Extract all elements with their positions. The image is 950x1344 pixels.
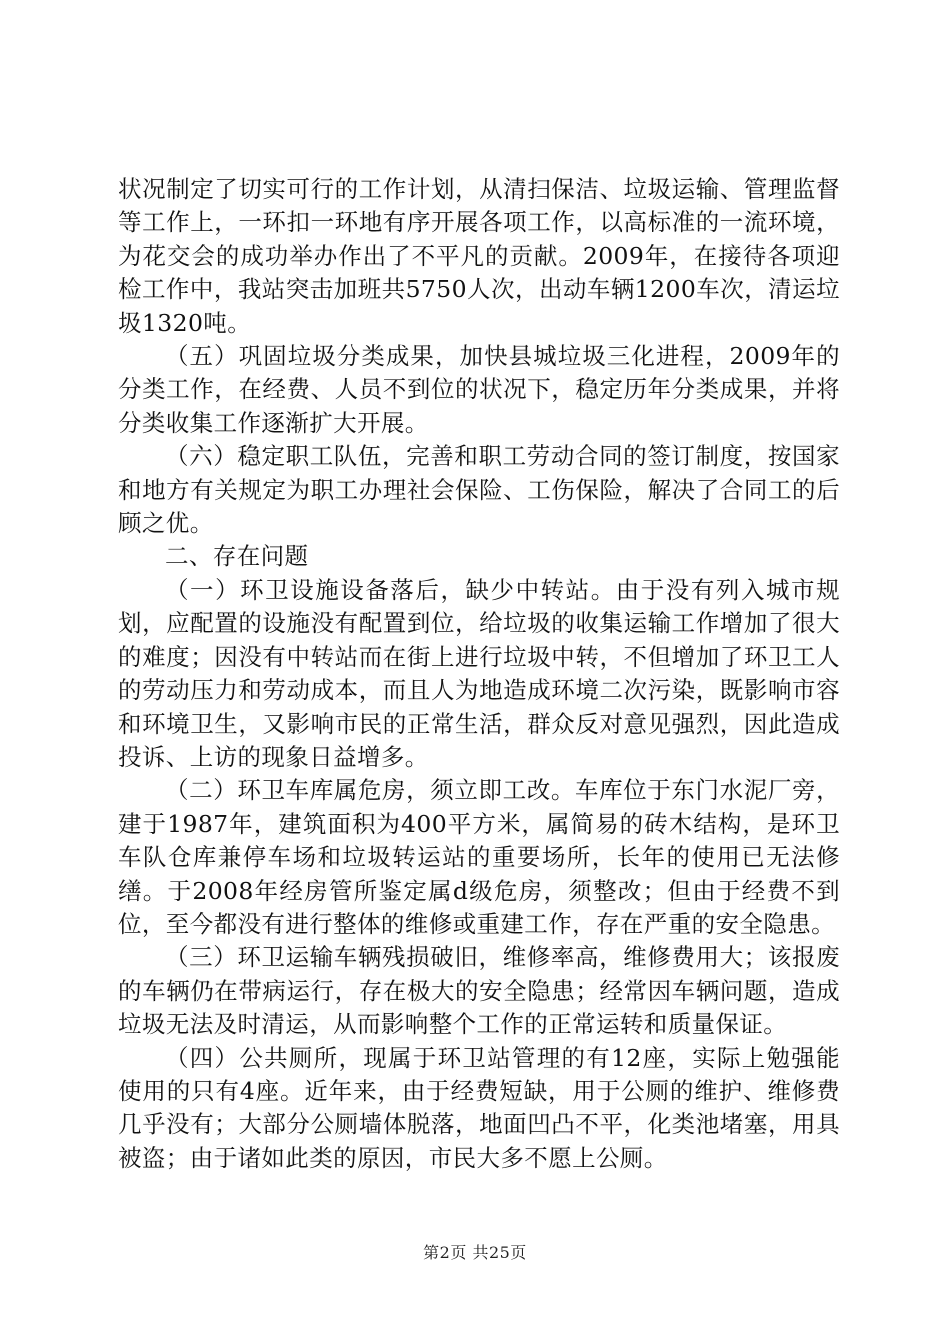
paragraph-problem-3: （三）环卫运输车辆残损破旧，维修率高，维修费用大；该报废的车辆仍在带病运行，存在极大的安全隐患；经常因车辆问题，造成垃圾无法及时清运，从而影响整个工作的正常运转和质量保证。	[118, 943, 840, 1039]
document-body	[118, 173, 840, 1175]
paragraph-item-5: （五）巩固垃圾分类成果，加快县城垃圾三化进程，2009年的分类工作，在经费、人员不到位的状况下，稳定历年分类成果，并将分类收集工作逐渐扩大开展。	[118, 342, 840, 437]
paragraph-continued: 状况制定了切实可行的工作计划，从清扫保洁、垃圾运输、管理监督等工作上，一环扣一环地有序开展各项工作，以高标准的一流环境，为花交会的成功举办作出了不平凡的贡献。2009年，在接待各项迎检工作中，我站突击加班共5750人次，出动车辆1200车次，清运垃圾1320吨。	[118, 175, 840, 337]
section-heading-problems: 二、存在问题	[165, 542, 309, 571]
paragraph-problem-4: （四）公共厕所，现属于环卫站管理的有12座，实际上勉强能使用的只有4座。近年来，由于经费短缺，用于公厕的维护、维修费几乎没有；大部分公厕墙体脱落，地面凹凸不平，化类池堵塞，用具被盗；由于诸如此类的原因，市民大多不愿上公厕。	[118, 1043, 840, 1172]
paragraph-item-6: （六）稳定职工队伍，完善和职工劳动合同的签订制度，按国家和地方有关规定为职工办理社会保险、工伤保险，解决了合同工的后顾之优。	[118, 442, 840, 538]
paragraph-problem-2: （二）环卫车库属危房，须立即工改。车库位于东门水泥厂旁，建于1987年，建筑面积为400平方米，属简易的砖木结构，是环卫车队仓库兼停车场和垃圾转运站的重要场所，长年的使用已无法修缮。于2008年经房管所鉴定属d级危房，须整改；但由于经费不到位，至今都没有进行整体的维修或重建工作，存在严重的安全隐患。	[118, 776, 840, 938]
page-number-footer: 第2页 共25页	[423, 1243, 527, 1262]
paragraph-problem-1: （一）环卫设施设备落后，缺少中转站。由于没有列入城市规划，应配置的设施没有配置到位，给垃圾的收集运输工作增加了很大的难度；因没有中转站而在街上进行垃圾中转，不但增加了环卫工人的劳动压力和劳动成本，而且人为地造成环境二次污染，既影响市容和环境卫生，又影响市民的正常生活，群众反对意见强烈，因此造成投诉、上访的现象日益增多。	[118, 575, 840, 771]
